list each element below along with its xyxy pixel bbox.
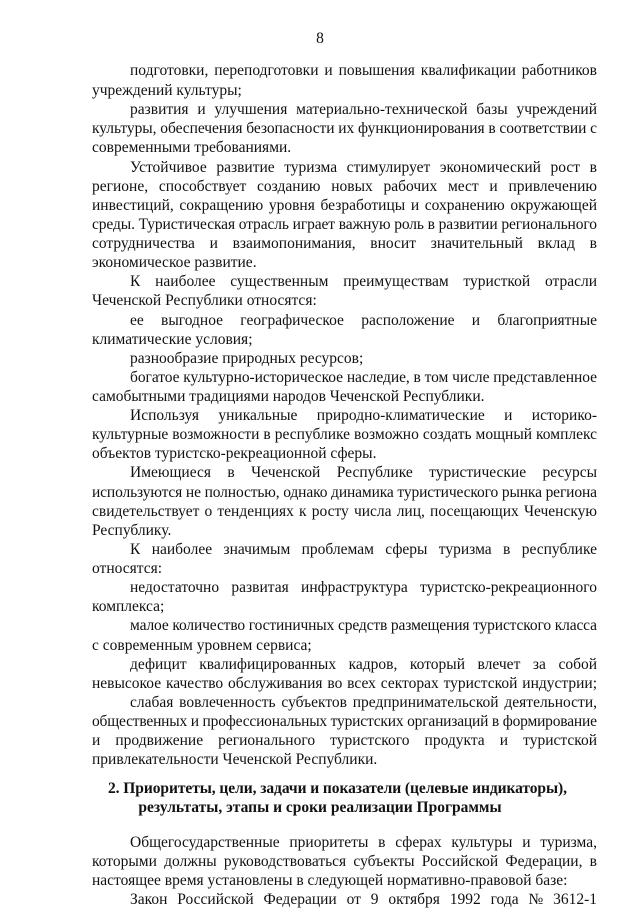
text-line: К наиболее значимым проблемам сферы туризма в республике (130, 541, 597, 558)
text-line: которыми должны руководствоваться субъекты Российской Федерации, в (92, 853, 597, 870)
text-line: Устойчивое развитие туризма стимулирует экономический рост в (130, 159, 597, 176)
text-line: используются не полностью, однако динамика туристического рынка региона (92, 484, 597, 501)
text-line: инвестиций, сокращению уровня безработицы и сохранению окружающей (92, 197, 597, 214)
text-line: малое количество гостиничных средств размещения туристского класса (130, 617, 597, 634)
text-line: слабая вовлеченность субъектов предпринимательской деятельности, (130, 694, 597, 711)
text-line: Закон Российской Федерации от 9 октября 1992 года № 3612-1 (130, 891, 597, 908)
text-line: с современным уровнем сервиса; (92, 637, 312, 654)
text-line: учреждений культуры; (92, 82, 242, 99)
text-line: невысокое качество обслуживания во всех секторах туристской индустрии; (92, 675, 597, 692)
text-line: Имеющиеся в Чеченской Республике туристические ресурсы (130, 464, 597, 481)
text-line: общественных и профессиональных туристских организаций в формирование (92, 713, 597, 730)
text-line: Используя уникальные природно-климатические и историко- (130, 407, 597, 424)
text-line: регионе, способствует созданию новых рабочих мест и привлечению (92, 178, 597, 195)
text-line: современными требованиями. (92, 139, 292, 156)
text-line: сотрудничества и взаимопонимания, вносит значительный вклад в (92, 235, 597, 252)
text-line: недостаточно развитая инфраструктура туристско-рекреационного (130, 579, 597, 596)
text-line: подготовки, переподготовки и повышения квалификации работников (130, 62, 597, 79)
text-line: Общегосударственные приоритеты в сферах культуры и туризма, (130, 834, 597, 851)
text-line: культурные возможности в республике возможно создать мощный комплекс (92, 426, 597, 443)
text-line: разнообразие природных ресурсов; (130, 350, 364, 367)
text-line: комплекса; (92, 598, 165, 615)
text-line: климатические условия; (92, 331, 253, 348)
text-line: богатое культурно-историческое наследие, в том числе представленное (130, 369, 597, 386)
text-line: и продвижение регионального туристского продукта и туристской (92, 732, 597, 749)
text-line: дефицит квалифицированных кадров, который влечет за собой (130, 656, 597, 673)
text-line: самобытными традициями народов Чеченской Республики. (92, 388, 485, 405)
text-line: ее выгодное географическое расположение и благоприятные (130, 312, 597, 329)
text-line: привлекательности Чеченской Республики. (92, 751, 378, 768)
text-line: культуры, обеспечения безопасности их функционирования в соответствии с (92, 120, 597, 137)
text-line: среды. Туристическая отрасль играет важную роль в развитии регионального (92, 216, 597, 233)
text-line: развития и улучшения материально-технической базы учреждений (130, 101, 597, 118)
text-line: Чеченской Республики относятся: (92, 292, 317, 309)
text-line: свидетельствует о тенденциях к росту числа лиц, посещающих Чеченскую (92, 503, 597, 520)
text-line: Республику. (92, 522, 172, 539)
text-line: К наиболее существенным преимуществам туристкой отрасли (130, 273, 597, 290)
text-line: экономическое развитие. (92, 254, 257, 271)
page-number: 8 (316, 30, 324, 47)
text-line: объектов туристско-рекреационной сферы. (92, 445, 377, 462)
section-heading-line: результаты, этапы и сроки реализации Программы (138, 799, 502, 816)
text-line: настоящее время установлены в следующей нормативно-правовой базе: (92, 872, 568, 889)
section-heading-line: 2. Приоритеты, цели, задачи и показатели (целевые индикаторы), (108, 780, 567, 797)
text-line: относятся: (92, 560, 163, 577)
